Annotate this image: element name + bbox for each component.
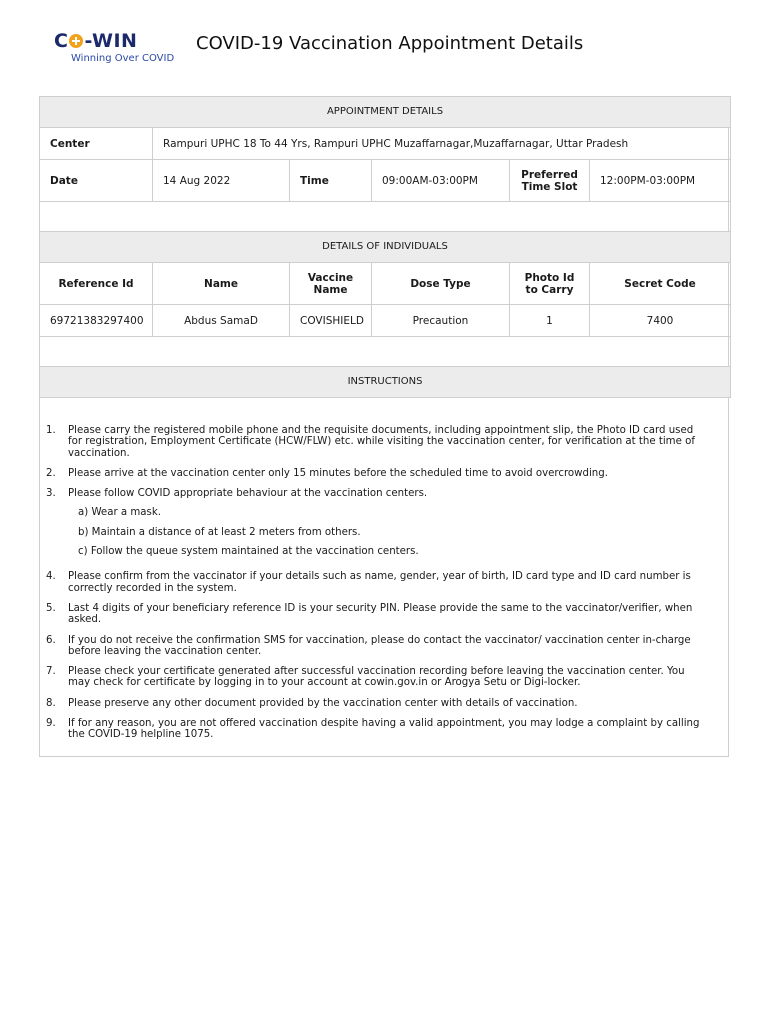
item-body [68,488,706,557]
preferred-slot-label: Preferred Time Slot [510,160,590,202]
logo-letter: C [54,30,69,52]
header-secret-code: Secret Code [590,263,731,305]
sub-item: c) Follow the queue system maintained at the vaccination centers. [78,546,419,558]
appointment-section-header: APPOINTMENT DETAILS [40,97,731,128]
sub-item: a) Wear a mask. [78,507,161,519]
item-text: Please carry the registered mobile phone and the requisite documents, including appointment slip, the Photo ID card used for registration, Employment Certificate (HCW/FLW) etc. while visiting the vaccination center, for verification at the time of vaccination. [68,425,695,459]
item-text: If for any reason, you are not offered vaccination despite having a valid appointment, you may lodge a complaint by calling the COVID-19 helpline 1075. [68,718,700,741]
list-item [46,571,706,594]
logo-tagline: Winning Over COVID [71,53,175,64]
center-value: Rampuri UPHC 18 To 44 Yrs, Rampuri UPHC Muzaffarnagar,Muzaffarnagar, Uttar Pradesh [153,128,731,160]
item-number: 4. [46,571,56,583]
item-number: 7. [46,666,56,678]
item-text: Please check your certificate generated after successful vaccination recording before leaving the vaccination center. You may check for certificate by logging in to your account at cowin.gov.in or Arogya Setu or Digi-locker. [68,666,685,689]
list-item [46,468,706,479]
header-dose-type: Dose Type [372,263,510,305]
list-item [46,718,706,741]
item-number: 1. [46,425,56,436]
item-text: Please confirm from the vaccinator if your details such as name, gender, year of birth, ID card type and ID card number is correctly recorded in the system. [68,571,691,594]
logo-text: -WIN [84,30,138,52]
secret-code-value: 7400 [590,305,731,337]
item-number: 9. [46,718,56,730]
item-number: 3. [46,488,56,500]
instructions-list [46,425,706,750]
spacer-row [40,202,731,232]
list-item [46,488,706,557]
dose-type-value: Precaution [372,305,510,337]
instructions-section-header: INSTRUCTIONS [40,367,731,398]
list-item [46,666,706,689]
time-label: Time [290,160,372,202]
appointment-table [39,96,731,398]
item-number: 8. [46,697,56,709]
vaccine-name-value: COVISHIELD [290,305,372,337]
list-item [46,603,706,626]
date-value: 14 Aug 2022 [153,160,290,202]
preferred-slot-value: 12:00PM-03:00PM [590,160,731,202]
item-number: 6. [46,634,56,646]
item-text: Last 4 digits of your beneficiary reference ID is your security PIN. Please provide the same to the vaccinator/verifier, when asked. [68,602,693,626]
header-name: Name [153,263,290,305]
spacer-row [40,337,731,367]
list-item [46,425,706,459]
list-item [46,635,706,658]
date-label: Date [40,160,153,202]
cowin-logo [54,30,184,70]
logo-wordmark [54,30,184,52]
header-reference-id: Reference Id [40,263,153,305]
item-text: Please arrive at the vaccination center only 15 minutes before the scheduled time to avoid overcrowding. [68,467,608,479]
item-text: Please follow COVID appropriate behaviour at the vaccination centers. [68,488,428,500]
sub-item: b) Maintain a distance of at least 2 meters from others. [78,526,361,538]
time-value: 09:00AM-03:00PM [372,160,510,202]
reference-id-value: 69721383297400 [40,305,153,337]
page-title: COVID-19 Vaccination Appointment Details [196,33,584,54]
table-row [40,305,731,337]
header-vaccine-name: Vaccine Name [290,263,372,305]
header-photo-id: Photo Id to Carry [510,263,590,305]
photo-id-value: 1 [510,305,590,337]
item-text: Please preserve any other document provided by the vaccination center with details of vaccination. [68,697,578,709]
list-item [46,698,706,709]
plus-icon [69,34,83,48]
item-number: 5. [46,602,56,614]
center-label: Center [40,128,153,160]
individuals-section-header: DETAILS OF INDIVIDUALS [40,232,731,263]
item-number: 2. [46,467,56,479]
name-value: Abdus SamaD [153,305,290,337]
item-text: If you do not receive the confirmation SMS for vaccination, please do contact the vaccinator/ vaccination center in-charge before leaving the vaccination center. [68,634,691,657]
